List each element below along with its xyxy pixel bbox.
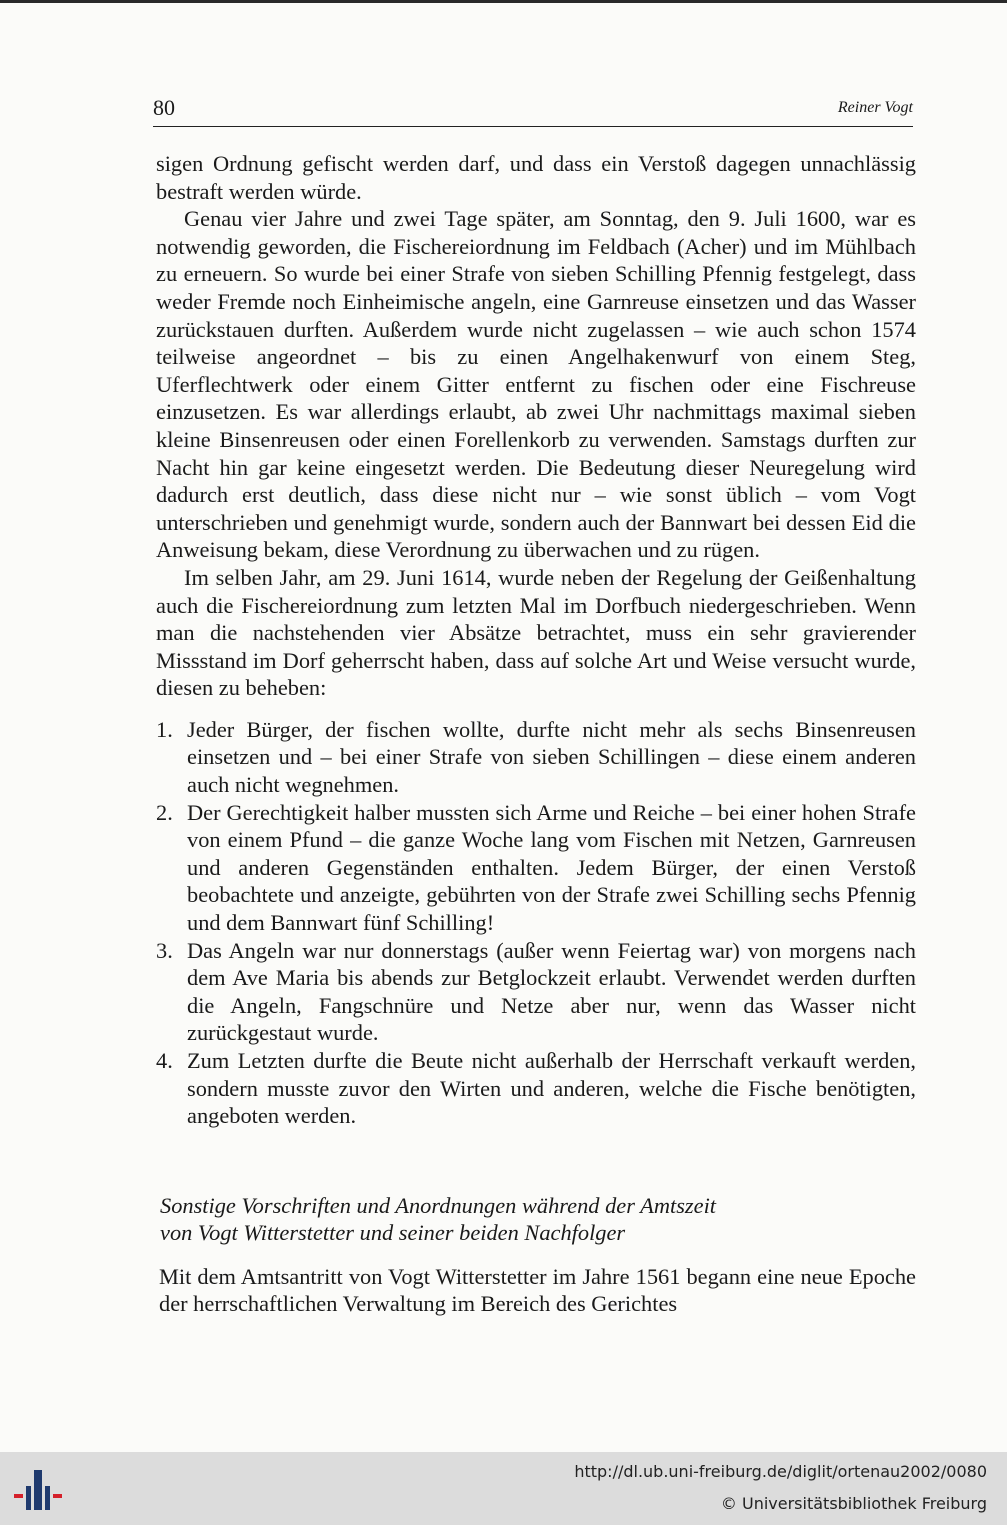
list-number: 2. [156, 799, 173, 825]
section-heading-line-1: Sonstige Vorschriften und Anordnungen während der Amtszeit [160, 1192, 717, 1218]
top-border [0, 0, 1007, 3]
list-number: 3. [156, 937, 173, 963]
page-number: 80 [153, 95, 175, 120]
list-text: Jeder Bürger, der fischen wollte, durfte nicht mehr als sechs Binsenreusen einsetzen und – bei einer Strafe von sieben Schillingen – diese einem anderen auch nicht wegnehmen. [187, 716, 916, 798]
list-item [156, 716, 916, 799]
section-heading-line-2: von Vogt Witterstetter und seiner beiden Nachfolger [160, 1219, 626, 1245]
list-number: 4. [156, 1048, 173, 1073]
list-text: Das Angeln war nur donnerstags (außer wenn Feiertag war) von morgens nach dem Ave Maria bis abends zur Betglockzeit erlaubt. Verwendet werden durften die Angeln, Fangschnüre und Netze aber nur, wenn das Wasser nicht zurückgestaut wurde. [187, 937, 916, 1046]
list-number: 1. [156, 716, 173, 742]
viewer-footer [0, 1452, 1007, 1525]
copyright-notice: © Universitätsbibliothek Freiburg [720, 1494, 987, 1513]
body-text [156, 150, 916, 1318]
section-heading [160, 1192, 916, 1246]
list-item [156, 799, 916, 937]
paragraph-3: Im selben Jahr, am 29. Juni 1614, wurde neben der Regelung der Geißenhaltung auch die Fischereiordnung zum letzten Mal im Dorfbuch niedergeschrieben. Wenn man die nachstehenden vier Absätze betrachtet, muss ein sehr gravierender Missstand im Dorf geherrscht haben, dass auf solche Art und Weise versucht wurde, diesen zu beheben: [156, 564, 916, 701]
list-text: Zum Letzten durfte die Beute nicht außerhalb der Herrschaft verkauft werden, sondern musste zuvor den Wirten und anderen, welche die Fische benötigten, angeboten werden. [187, 1048, 916, 1129]
paragraph-4: Mit dem Amtsantritt von Vogt Witterstetter im Jahre 1561 begann eine neue Epoche der herrschaftlichen Verwaltung im Bereich des Gerichtes [159, 1263, 916, 1317]
list-item [156, 937, 916, 1047]
list-text: Der Gerechtigkeit halber mussten sich Arme und Reiche – bei einer hohen Strafe von einem Pfund – die ganze Woche lang vom Fischen mit Netzen, Garnreusen und anderen Gegenständen enthalten. Jedem Bürger, der einen Verstoß beobachtete und anzeigte, gebührten von der Strafe zwei Schilling sechs Pfennig und dem Bannwart fünf Schilling! [187, 799, 916, 936]
list-item [156, 1047, 916, 1130]
paragraph-2: Genau vier Jahre und zwei Tage später, am Sonntag, den 9. Juli 1600, war es notwendig geworden, die Fischereiordnung im Feldbach (Acher) und im Mühlbach zu erneuern. So wurde bei einer Strafe von sieben Schilling Pfennig festgelegt, dass weder Fremde noch Einheimische angeln, eine Garnreuse einsetzen und das Wasser zurückstauen durften. Außerdem wurde nicht zugelassen – wie auch schon 1574 teilweise angeordnet – bis zu einen Angelhakenwurf von einem Steg, Uferflechtwerk oder einem Gitter entfernt zu fischen oder eine Fischreuse einzusetzen. Es war allerdings erlaubt, ab zwei Uhr nachmittags maximal sieben kleine Binsenreusen oder einen Forellenkorb zu verwenden. Samstags durften zur Nacht hin gar keine eingesetzt werden. Die Bedeutung dieser Neuregelung wird dadurch erst deutlich, dass diese nicht nur – wie sonst üblich – vom Vogt unterschrieben und genehmigt wurde, sondern auch der Bannwart bei dessen Eid die Anweisung bekam, diese Verordnung zu überwachen und zu rügen. [156, 206, 916, 563]
running-head: Reiner Vogt [837, 99, 913, 116]
paragraph-1: sigen Ordnung gefischt werden darf, und dass ein Verstoß dagegen unnachlässig bestraft werden würde. [156, 151, 916, 204]
ub-freiburg-logo-icon[interactable] [12, 1464, 64, 1516]
document-url-link[interactable]: http://dl.ub.uni-freiburg.de/diglit/ortenau2002/0080 [574, 1462, 987, 1481]
numbered-list [156, 716, 916, 1130]
page-header [153, 94, 913, 127]
